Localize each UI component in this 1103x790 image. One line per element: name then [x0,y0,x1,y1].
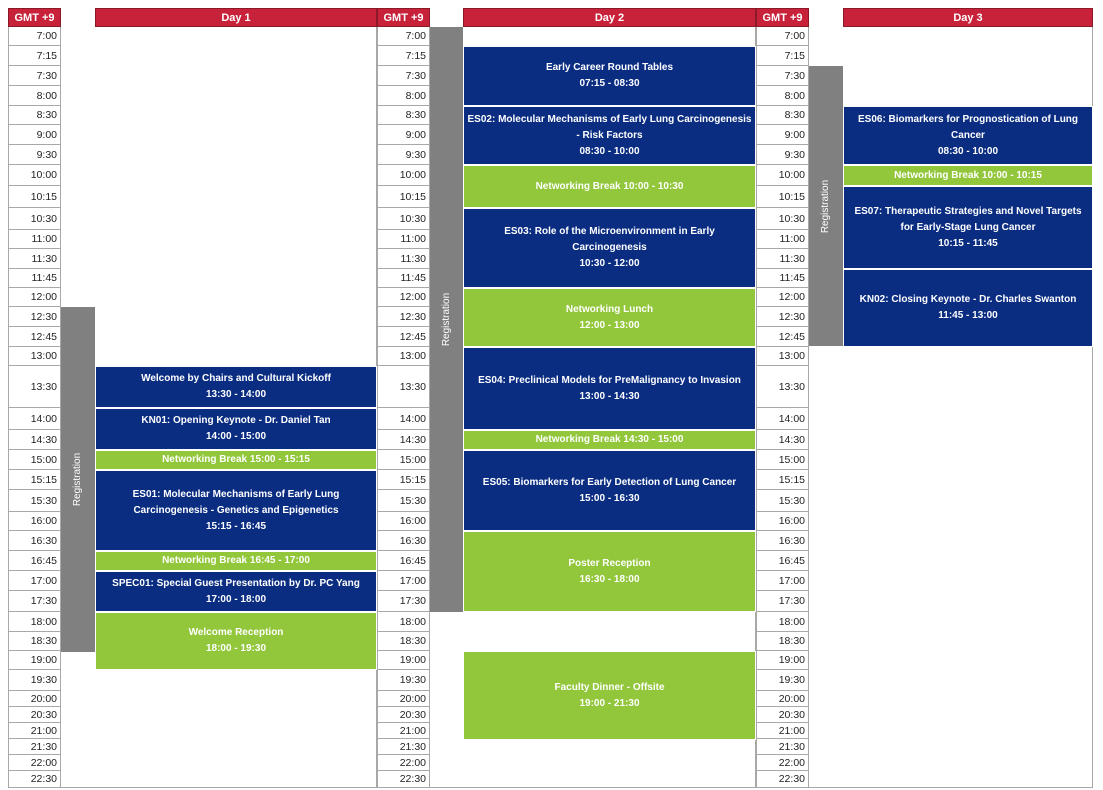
day1-welcome-reception [95,612,377,670]
time-label: 7:00 [756,27,809,46]
event-title: KN02: Closing Keynote - Dr. Charles Swanton [859,294,1077,305]
time-label: 10:30 [756,208,809,230]
time-label: 16:00 [756,512,809,531]
time-label: 20:30 [377,707,430,723]
time-label: 21:00 [756,723,809,739]
time-label: 10:15 [8,186,61,208]
time-label: 7:30 [756,66,809,86]
time-label: 9:00 [377,125,430,145]
time-label: 14:30 [8,430,61,450]
event-title: SPEC01: Special Guest Presentation by Dr. PC Yang [112,577,360,589]
tz-header-3: GMT +9 [756,8,809,27]
time-label: 21:30 [8,739,61,755]
tz-header-2: GMT +9 [377,8,430,27]
time-label: 9:30 [756,145,809,165]
event-time: 17:00 - 18:00 [205,593,267,605]
time-label: 14:00 [377,408,430,430]
time-label: 19:00 [377,651,430,670]
time-label: 16:30 [377,531,430,551]
event-title: Early Career Round Tables [545,62,674,73]
event-time: 13:00 - 14:30 [579,390,640,402]
time-label: 12:45 [8,327,61,347]
time-label: 12:30 [756,307,809,327]
time-label: 15:15 [377,470,430,490]
event-title: Poster Reception [568,557,651,569]
day2-header: Day 2 [463,8,756,27]
time-label: 13:30 [756,366,809,408]
time-label: 8:00 [756,86,809,106]
time-label: 10:00 [377,165,430,186]
time-label: 20:30 [8,707,61,723]
event-time: 15:15 - 16:45 [205,520,267,532]
time-label: 21:30 [377,739,430,755]
time-label: 7:00 [8,27,61,46]
time-label: 10:00 [8,165,61,186]
event-time: 15:00 - 16:30 [579,492,640,504]
event-time: 13:30 - 14:00 [205,389,267,400]
time-label: 8:00 [8,86,61,106]
event-title: Networking Break 10:00 - 10:30 [535,180,684,192]
time-label: 12:00 [8,288,61,307]
time-label: 9:30 [377,145,430,165]
day2-lunch [463,288,756,347]
time-label: 7:00 [377,27,430,46]
event-time: 10:15 - 11:45 [938,237,998,249]
time-label: 8:00 [377,86,430,106]
event-title: ES02: Molecular Mechanisms of Early Lung Carcinogenesis - Risk Factors [467,113,752,141]
event-title: ES03: Role of the Microenvironment in Early Carcinogenesis [504,226,715,253]
time-label: 22:30 [8,771,61,788]
time-label: 14:30 [756,430,809,450]
tz-header-1: GMT +9 [8,8,61,27]
day1-es01 [95,470,377,551]
event-title: Faculty Dinner - Offsite [554,681,665,693]
time-label: 15:30 [756,490,809,512]
event-title: Networking Break 15:00 - 15:15 [162,454,310,465]
time-label: 19:00 [756,651,809,670]
day3-header: Day 3 [843,8,1093,27]
time-label: 7:15 [377,46,430,66]
time-label: 11:30 [377,249,430,269]
time-label: 10:15 [377,186,430,208]
event-time: 14:00 - 15:00 [205,431,267,442]
time-label: 17:00 [756,571,809,591]
time-label: 18:00 [377,612,430,632]
day3-break1 [843,165,1093,186]
day1-break1 [95,450,377,470]
time-label: 19:30 [756,670,809,691]
event-time: 08:30 - 10:00 [937,145,999,157]
time-label: 12:45 [756,327,809,347]
day1-header: Day 1 [95,8,377,27]
registration-label: Registration [441,292,453,347]
day2-registration-bar [430,27,463,612]
time-label: 11:45 [377,269,430,288]
time-label: 11:00 [8,230,61,249]
event-time: 11:45 - 13:00 [938,310,998,321]
time-label: 17:30 [8,591,61,612]
time-label: 10:30 [377,208,430,230]
time-label: 20:00 [756,691,809,707]
time-label: 21:00 [8,723,61,739]
time-label: 7:15 [8,46,61,66]
time-label: 18:00 [756,612,809,632]
day3-es07 [843,186,1093,269]
time-label: 15:30 [377,490,430,512]
time-label: 20:30 [756,707,809,723]
time-label: 12:00 [756,288,809,307]
day2-faculty-dinner [463,651,756,740]
time-label: 18:30 [377,632,430,651]
day2-es02 [463,106,756,165]
time-label: 11:00 [756,230,809,249]
time-label: 15:30 [8,490,61,512]
event-time: 08:30 - 10:00 [579,145,640,157]
time-label: 7:15 [756,46,809,66]
day1-spec01 [95,571,377,612]
time-label: 11:00 [377,230,430,249]
time-label: 21:30 [756,739,809,755]
event-title: KN01: Opening Keynote - Dr. Daniel Tan [141,415,331,426]
event-title: Welcome by Chairs and Cultural Kickoff [141,373,331,384]
time-label: 13:30 [8,366,61,408]
time-label: 17:00 [8,571,61,591]
time-label: 15:00 [377,450,430,470]
day3-registration-bar [809,66,843,346]
time-label: 14:00 [8,408,61,430]
time-label: 15:15 [756,470,809,490]
registration-label: Registration [72,452,84,507]
time-label: 19:30 [8,670,61,691]
time-label: 12:45 [377,327,430,347]
day1-welcome-chairs [95,366,377,408]
event-time: 07:15 - 08:30 [579,78,640,89]
time-label: 10:00 [756,165,809,186]
time-label: 10:15 [756,186,809,208]
time-label: 16:30 [756,531,809,551]
time-label: 13:00 [756,347,809,366]
time-label: 9:00 [8,125,61,145]
time-label: 15:00 [756,450,809,470]
time-label: 13:00 [8,347,61,366]
event-time: 19:00 - 21:30 [579,697,640,709]
time-label: 18:00 [8,612,61,632]
time-label: 7:30 [377,66,430,86]
time-label: 20:00 [8,691,61,707]
event-title: ES05: Biomarkers for Early Detection of Lung Cancer [482,476,737,488]
time-label: 9:00 [756,125,809,145]
event-title: Networking Lunch [565,303,654,315]
time-label: 18:30 [756,632,809,651]
time-label: 22:30 [377,771,430,788]
time-label: 12:30 [377,307,430,327]
time-label: 16:45 [756,551,809,571]
day1-kn01 [95,408,377,450]
event-title: ES04: Preclinical Models for PreMalignancy to Invasion [478,374,741,386]
time-label: 8:30 [756,106,809,125]
time-label: 11:45 [756,269,809,288]
time-label: 22:00 [756,755,809,771]
day3-es06 [843,106,1093,165]
day2-poster-reception [463,531,756,612]
time-label: 8:30 [8,106,61,125]
time-label: 7:30 [8,66,61,86]
event-time: 10:30 - 12:00 [579,258,640,269]
time-label: 12:30 [8,307,61,327]
day2-es04 [463,347,756,430]
event-title: Networking Break 16:45 - 17:00 [162,555,310,566]
day2-break1 [463,165,756,208]
day1-registration-bar [61,307,95,652]
time-label: 22:00 [8,755,61,771]
event-title: ES06: Biomarkers for Prognostication of Lung Cancer [857,113,1079,141]
time-label: 12:00 [377,288,430,307]
day2-es03 [463,208,756,288]
time-label: 16:00 [377,512,430,531]
event-time: 12:00 - 13:00 [579,319,640,331]
time-label: 16:00 [8,512,61,531]
time-label: 20:00 [377,691,430,707]
time-label: 11:45 [8,269,61,288]
time-label: 16:30 [8,531,61,551]
time-label: 22:00 [377,755,430,771]
time-label: 13:00 [377,347,430,366]
time-label: 14:00 [756,408,809,430]
event-title: ES07: Therapeutic Strategies and Novel Targets for Early-Stage Lung Cancer [854,205,1082,233]
event-title: Welcome Reception [188,627,284,638]
time-label: 18:30 [8,632,61,651]
day1-break2 [95,551,377,571]
day2-es05 [463,450,756,531]
time-label: 19:00 [8,651,61,670]
event-title: ES01: Molecular Mechanisms of Early Lung Carcinogenesis - Genetics and Epigenetics [132,488,340,516]
time-label: 15:00 [8,450,61,470]
time-label: 15:15 [8,470,61,490]
time-label: 21:00 [377,723,430,739]
registration-label: Registration [820,179,832,233]
time-label: 11:30 [756,249,809,269]
time-label: 9:30 [8,145,61,165]
time-label: 11:30 [8,249,61,269]
time-label: 13:30 [377,366,430,408]
time-label: 10:30 [8,208,61,230]
day3-kn02 [843,269,1093,347]
event-time: 16:30 - 18:00 [579,573,640,585]
event-title: Networking Break 10:00 - 10:15 [894,169,1042,181]
day2-break2 [463,430,756,450]
time-label: 17:30 [377,591,430,612]
time-label: 17:00 [377,571,430,591]
time-label: 8:30 [377,106,430,125]
time-label: 19:30 [377,670,430,691]
time-label: 16:45 [8,551,61,571]
event-time: 18:00 - 19:30 [205,643,267,654]
time-label: 16:45 [377,551,430,571]
time-label: 14:30 [377,430,430,450]
time-label: 17:30 [756,591,809,612]
event-title: Networking Break 14:30 - 15:00 [535,434,684,445]
day2-round-tables [463,46,756,106]
time-label: 22:30 [756,771,809,788]
